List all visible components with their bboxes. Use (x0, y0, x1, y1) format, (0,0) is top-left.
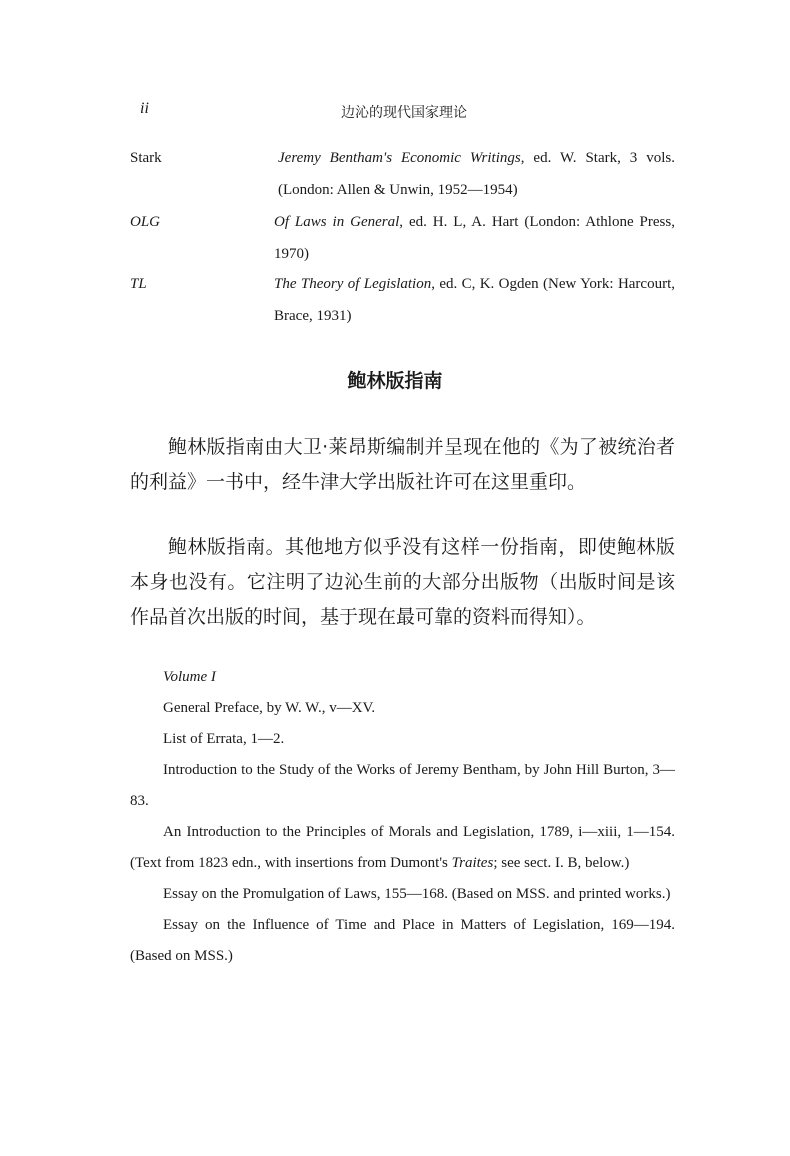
paragraph: 鲍林版指南。其他地方似乎没有这样一份指南，即使鲍林版本身也没有。它注明了边沁生前的大部分出版物（出版时间是该作品首次出版的时间，基于现在最可靠的资料而得知）。 (130, 536, 675, 628)
abbreviation-row (130, 207, 675, 270)
section-heading: 鲍林版指南 (347, 370, 443, 392)
work-title: Jeremy Bentham's Economic Writings (278, 150, 521, 166)
work-details: , ed. C, K. Ogden (New York: Harcourt, Brace, 1931) (274, 276, 676, 324)
list-item: Essay on the Influence of Time and Place in Matters of Legislation, 169—194. (Based on MSS.) (130, 917, 675, 964)
abbreviation-value (274, 143, 675, 206)
work-details: , ed. W. Stark, 3 vols. (London: Allen & Unwin, 1952—1954) (278, 150, 675, 198)
abbreviation-row (130, 143, 675, 206)
paragraph: 鲍林版指南由大卫·莱昂斯编制并呈现在他的《为了被统治者的利益》一书中，经牛津大学出版社许可在这里重印。 (130, 436, 675, 493)
work-title: Of Laws in General (274, 214, 400, 230)
abbreviation-value (274, 207, 675, 270)
running-title: 边沁的现代国家理论 (341, 105, 467, 121)
volume-list (130, 662, 675, 972)
list-item: General Preface, by W. W., v—XV. (163, 700, 376, 716)
abbreviation-key: TL (130, 276, 147, 292)
list-item (130, 817, 675, 879)
abbreviation-value (274, 269, 675, 332)
abbreviation-key: OLG (130, 214, 161, 230)
abbreviation-key: Stark (130, 150, 162, 166)
entry-text: ; see sect. I. B, below.) (493, 855, 630, 871)
work-title: The Theory of Legislation (274, 276, 432, 292)
entry-italic: Traites (451, 855, 494, 871)
page-number: ii (140, 100, 149, 117)
abbreviation-row (130, 269, 675, 332)
entry-text: An Introduction to the Principles of Morals and Legislation, 1789, i—xiii, 1—154. (Text from 1823 edn., with insertions from Dumont's (130, 824, 675, 871)
volume-title: Volume I (163, 669, 216, 685)
work-details: , ed. H. L, A. Hart (London: Athlone Press, 1970) (274, 214, 675, 262)
list-item: Essay on the Promulgation of Laws, 155—168. (Based on MSS. and printed works.) (163, 886, 671, 902)
list-item: Introduction to the Study of the Works of Jeremy Bentham, by John Hill Burton, 3—83. (130, 762, 675, 809)
list-item: List of Errata, 1—2. (163, 731, 285, 747)
